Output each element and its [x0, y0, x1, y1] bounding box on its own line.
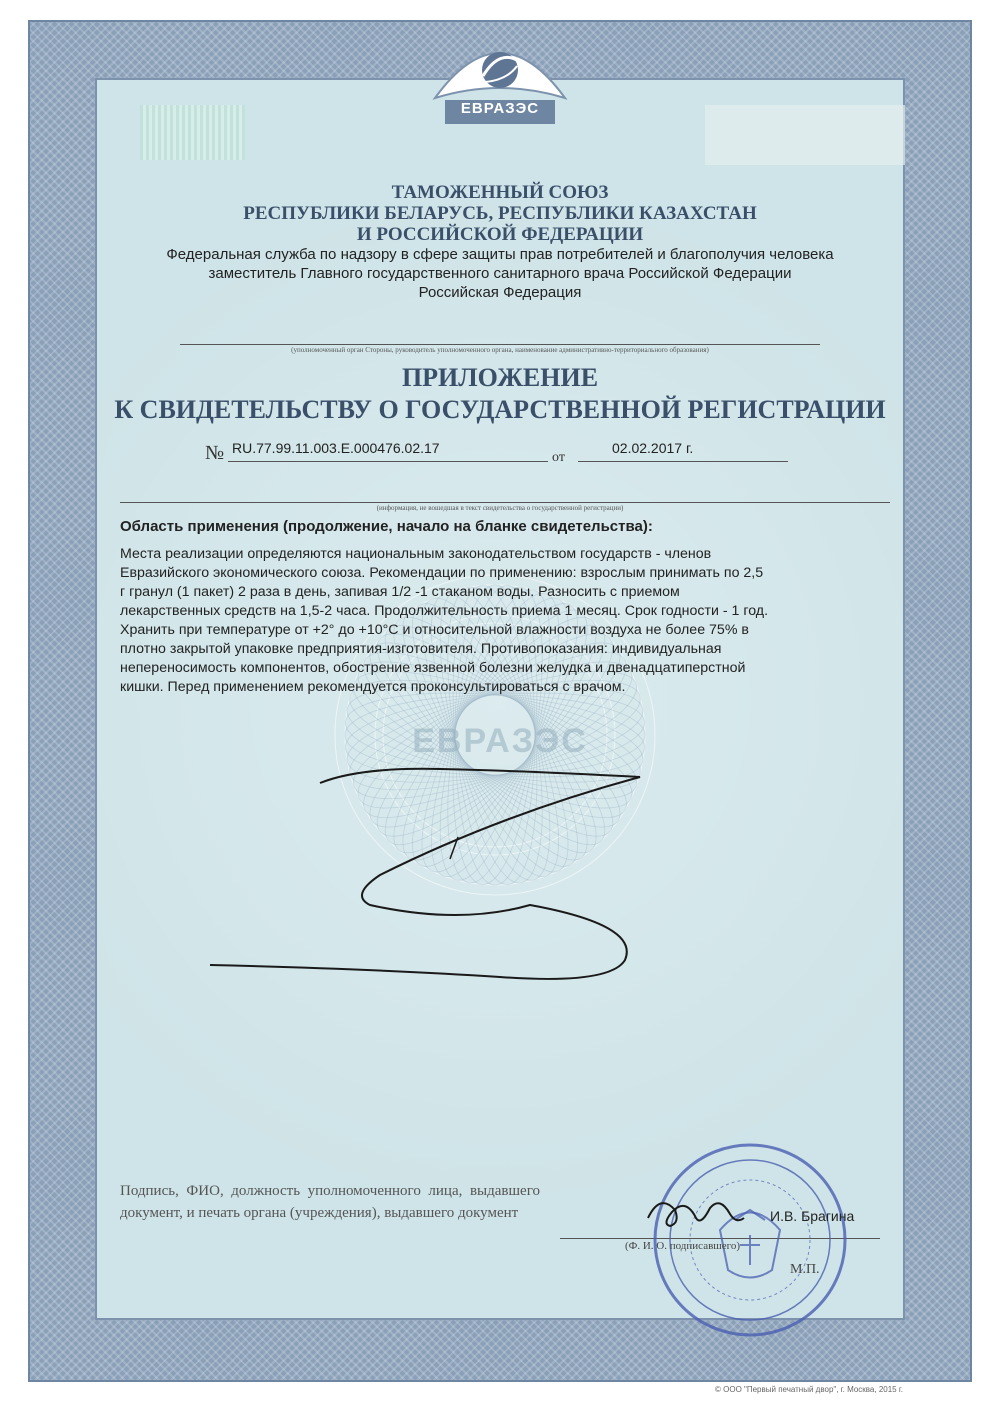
agency-line: Федеральная служба по надзору в сфере защиты прав потребителей и благополучия человека — [166, 246, 834, 263]
emblem-label: ЕВРАЗЭС — [460, 100, 540, 117]
scope-line: непереносимость компонентов, обострение язвенной болезни желудка и двенадцатиперстной — [120, 660, 746, 676]
union-line: И РОССИЙСКОЙ ФЕДЕРАЦИИ — [356, 224, 644, 245]
title-line-1: ПРИЛОЖЕНИЕ — [401, 363, 599, 392]
scope-heading: Область применения (продолжение, начало на бланке свидетельства): — [120, 518, 653, 535]
scope-line: Евразийского экономического союза. Рекомендации по применению: взрослым принимать по 2,5 — [120, 565, 764, 581]
from-label: от — [552, 450, 565, 465]
scope-line: плотно закрытой упаковке предприятия-изготовителя. Противопоказания: индивидуальная — [120, 641, 722, 657]
issuing-agency — [100, 245, 900, 302]
seal-place-label: М.П. — [790, 1262, 820, 1277]
registration-date: 02.02.2017 г. — [612, 440, 694, 456]
eurasec-emblem — [425, 28, 575, 138]
scope-line: Хранить при температуре от +2° до +10°С и относительной влажности воздуха не более 75% в — [120, 622, 749, 638]
document-title — [100, 362, 900, 426]
scope-text — [120, 545, 890, 697]
scope-line: Места реализации определяются национальным законодательством государств - членов — [120, 546, 712, 562]
number-sign: № — [205, 442, 225, 464]
signer-name: И.В. Брагина — [770, 1208, 855, 1224]
fio-caption: (Ф. И. О. подписавшего) — [625, 1240, 741, 1252]
info-rule — [120, 502, 890, 503]
registration-number: RU.77.99.11.003.E.000476.02.17 — [232, 440, 440, 456]
title-line-2: К СВИДЕТЕЛЬСТВУ О ГОСУДАРСТВЕННОЙ РЕГИСТРАЦИИ — [114, 395, 886, 424]
hologram-strip — [140, 105, 245, 160]
union-title — [100, 182, 900, 245]
agency-line: заместитель Главного государственного санитарного врача Российской Федерации — [208, 265, 792, 282]
union-line: ТАМОЖЕННЫЙ СОЮЗ — [391, 182, 609, 203]
info-caption: (информация, не вошедшая в текст свидетельства о государственной регистрации) — [376, 504, 624, 512]
blank-cancellation-mark — [200, 755, 650, 1015]
watermark-text: ЕВРАЗЭС — [412, 722, 588, 760]
union-line: РЕСПУБЛИКИ БЕЛАРУСЬ, РЕСПУБЛИКИ КАЗАХСТАН — [243, 203, 757, 224]
authority-rule — [180, 344, 820, 345]
scope-line: лекарственных средств на 1,5-2 часа. Продолжительность приема 1 месяц. Срок годности - 1 год. — [120, 603, 769, 619]
handwritten-signature — [640, 1188, 750, 1238]
number-rule — [228, 461, 548, 462]
authority-caption: (уполномоченный орган Стороны, руководитель уполномоченного органа, наименование административно-территориального образования) — [291, 346, 709, 354]
scope-line: г гранул (1 пакет) 2 раза в день, запивая 1/2 -1 стаканом воды. Разносить с приемом — [120, 584, 680, 600]
printer-note: © ООО "Первый печатный двор", г. Москва, 2015 г. — [715, 1385, 904, 1394]
date-rule — [578, 461, 788, 462]
registration-stamp-area — [705, 105, 905, 165]
agency-line: Российская Федерация — [418, 284, 582, 301]
scope-line: кишки. Перед применением рекомендуется проконсультироваться с врачом. — [120, 679, 626, 695]
signature-note: Подпись, ФИО, должность уполномоченного лица, выдавшего документ, и печать органа (учреждения), выдавшего документ — [120, 1183, 540, 1221]
